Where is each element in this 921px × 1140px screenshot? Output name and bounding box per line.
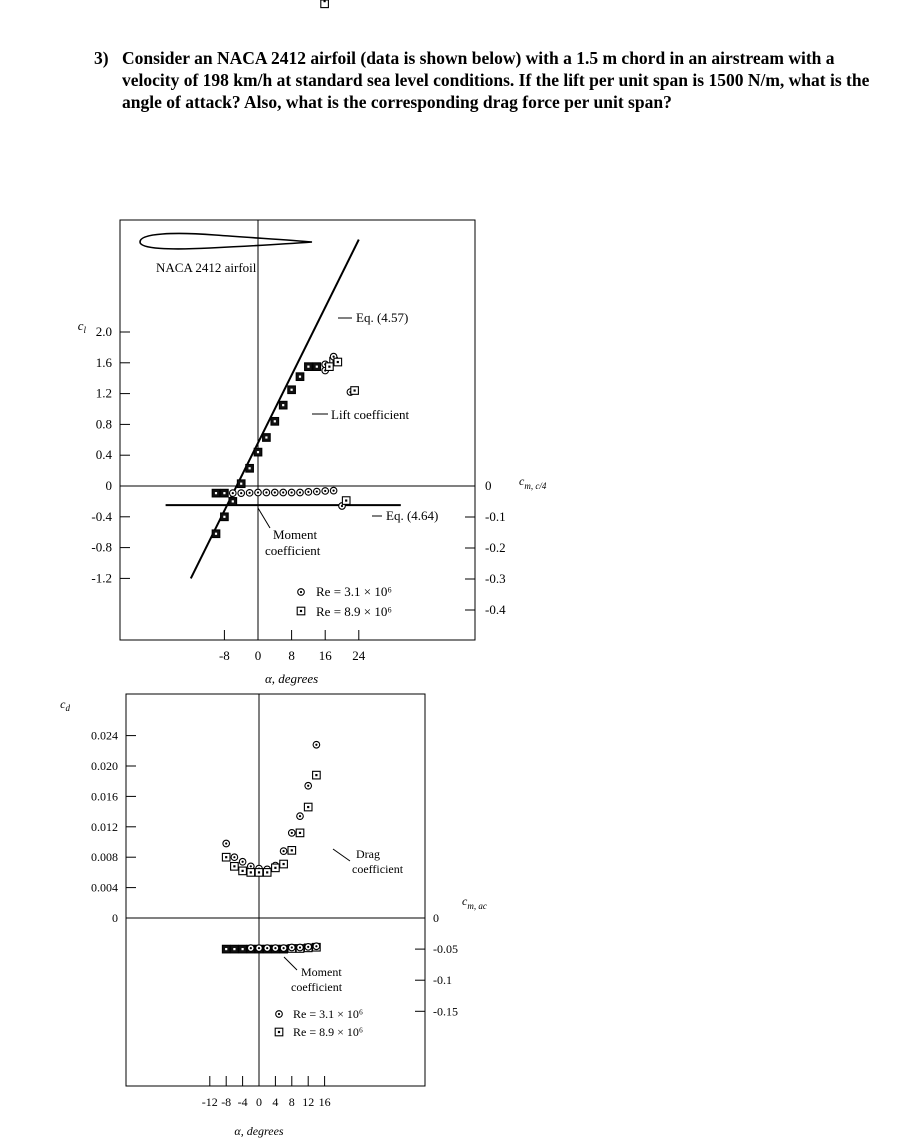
lift-point-dot xyxy=(240,483,242,485)
cl-axis-label-sub: l xyxy=(83,325,86,335)
drag-point-re31-dot xyxy=(283,850,285,852)
lift-point-dot xyxy=(333,356,335,358)
moment-point-dot xyxy=(223,492,225,494)
lift-point-dot xyxy=(354,389,356,391)
legend2-re-3-1: Re = 3.1 × 10⁶ xyxy=(293,1007,364,1021)
annotation-moment-ac: Moment xyxy=(301,965,342,979)
annotation-lift-coefficient: Lift coefficient xyxy=(331,407,410,422)
cd-tick-label: 0.012 xyxy=(91,819,118,834)
drag-point-re89-dot xyxy=(258,871,260,873)
annotation-moment-coefficient: Moment xyxy=(273,527,318,542)
drag-point-re31-dot xyxy=(233,856,235,858)
annotation-moment-coefficient-2: coefficient xyxy=(265,543,321,558)
cl-tick-label: 0 xyxy=(105,478,112,493)
cl-tick-label: 1.2 xyxy=(95,385,112,401)
drag-point-re89-dot xyxy=(266,871,268,873)
moment-point-dot xyxy=(341,505,343,507)
alpha-tick-label: 8 xyxy=(288,648,295,663)
moment-point-dot xyxy=(249,492,251,494)
moment-point-dot xyxy=(282,491,284,493)
drag-point-re89-dot xyxy=(274,867,276,869)
moment-point-dot xyxy=(299,491,301,493)
drag-point-re89-dot xyxy=(315,774,317,776)
legend2-circle-marker-dot xyxy=(278,1013,280,1015)
annotation-eq-457: Eq. (4.57) xyxy=(356,310,409,325)
alpha-tick-label: -8 xyxy=(218,648,230,663)
moment-point-dot xyxy=(265,491,267,493)
drag-point-re89-dot xyxy=(283,863,285,865)
cl-tick-label: -1.2 xyxy=(91,570,112,586)
drag-point-re31-dot xyxy=(250,865,252,867)
annotation-moment-ac-2: coefficient xyxy=(291,980,343,994)
airfoil-shape xyxy=(140,233,312,248)
moment-ac-point-circle-dot xyxy=(266,947,268,949)
cl-tick-label: 1.6 xyxy=(95,354,112,370)
cd-axis-label-sub: d xyxy=(65,703,70,713)
alpha2-tick-label: 0 xyxy=(256,1095,262,1109)
cd-tick-label: 0.016 xyxy=(91,789,118,804)
moment-point-dot xyxy=(307,491,309,493)
cm-tick-label: -0.2 xyxy=(485,540,506,555)
annotation-moment-leader xyxy=(258,508,270,528)
moment-point-dot xyxy=(324,490,326,492)
cmac-axis-label: $c_{m, ac}$ xyxy=(462,894,487,911)
moment-point-dot xyxy=(240,492,242,494)
lift-point-dot xyxy=(215,533,217,535)
alpha2-tick-label: 16 xyxy=(318,1095,331,1109)
annotation-drag-leader xyxy=(333,849,350,861)
cl-tick-label: 0.4 xyxy=(95,447,112,463)
moment-point-dot xyxy=(257,491,259,493)
lift-point-dot xyxy=(316,366,318,368)
lift-plot-frame xyxy=(120,220,475,640)
alpha2-tick-label: -12 xyxy=(201,1095,218,1109)
cl-tick-label: 0.8 xyxy=(95,416,112,432)
legend2-square-marker-dot xyxy=(278,1031,280,1033)
alpha-tick-label: 16 xyxy=(318,648,332,663)
moment-ac-point-circle-dot xyxy=(258,947,260,949)
moment-point-dot xyxy=(215,492,217,494)
lift-point-dot xyxy=(265,436,267,438)
cmac-tick-label: -0.15 xyxy=(433,1004,458,1019)
cd-tick-label: 0 xyxy=(112,911,118,925)
drag-point-re31-dot xyxy=(299,815,301,817)
moment-point-dot xyxy=(274,491,276,493)
legend-re-3-1: Re = 3.1 × 10⁶ xyxy=(316,584,392,599)
lift-point-dot xyxy=(223,516,225,518)
cl-axis-label: $c_l$ xyxy=(77,318,86,335)
moment-ac-point-dot xyxy=(242,948,244,950)
moment-point-dot xyxy=(232,492,234,494)
lift-point-dot xyxy=(232,500,234,502)
cmac-tick-label: 0 xyxy=(433,911,439,925)
drag-point-re89-dot xyxy=(225,856,227,858)
moment-ac-point-circle-dot xyxy=(299,946,301,948)
legend2-re-8-9: Re = 8.9 × 10⁶ xyxy=(293,1025,364,1039)
moment-point-dot xyxy=(291,491,293,493)
cd-tick-label: 0.004 xyxy=(91,880,118,895)
moment-ac-point-circle-dot xyxy=(307,946,309,948)
cmac-tick-label: -0.05 xyxy=(433,942,458,957)
lift-point-dot xyxy=(257,451,259,453)
moment-ac-point-circle-dot xyxy=(250,947,252,949)
annotation-drag-coefficient: Drag xyxy=(356,847,380,861)
moment-point-dot xyxy=(333,490,335,492)
drag-point-re31-dot xyxy=(307,785,309,787)
legend-re-8-9: Re = 8.9 × 10⁶ xyxy=(316,604,392,619)
drag-point-re89-dot xyxy=(291,849,293,851)
cd-tick-label: 0.008 xyxy=(91,850,118,865)
cmac-axis-label-sub: m, ac xyxy=(467,901,487,911)
annotation-eq-464: Eq. (4.64) xyxy=(386,508,439,523)
alpha2-axis-label: α, degrees xyxy=(234,1124,284,1138)
cm-axis-label-sub: m, c/4 xyxy=(524,481,547,491)
moment-ac-point-circle-dot xyxy=(291,946,293,948)
alpha-axis-label: α, degrees xyxy=(264,671,319,686)
drag-point-re31-dot xyxy=(225,842,227,844)
airfoil-title: NACA 2412 airfoil xyxy=(156,260,257,275)
drag-point-re89-dot xyxy=(299,832,301,834)
alpha2-tick-label: -4 xyxy=(237,1095,248,1109)
legend-circle-marker-dot xyxy=(300,591,302,593)
drag-point-re89-dot xyxy=(233,865,235,867)
drag-point-re31-dot xyxy=(242,861,244,863)
legend-square-marker-dot xyxy=(300,610,302,612)
moment-ac-point-circle-dot xyxy=(283,947,285,949)
moment-ac-point-dot xyxy=(225,948,227,950)
lift-point-dot xyxy=(299,376,301,378)
moment-ac-point-circle-dot xyxy=(274,947,276,949)
drag-point-re89-dot xyxy=(324,0,326,2)
alpha-tick-label: 0 xyxy=(254,648,262,663)
cl-tick-label: -0.4 xyxy=(91,508,112,524)
cd-tick-label: 0.024 xyxy=(91,728,118,743)
cm-tick-label: 0 xyxy=(485,478,492,493)
drag-point-re89-dot xyxy=(250,871,252,873)
problem-number: 3) xyxy=(94,48,109,68)
cm-tick-label: -0.1 xyxy=(485,509,506,524)
moment-point-dot xyxy=(345,499,347,501)
drag-point-re89-dot xyxy=(307,806,309,808)
lift-point-dot xyxy=(249,467,251,469)
cd-tick-label: 0.020 xyxy=(91,759,118,773)
drag-point-re89-dot xyxy=(242,870,244,872)
cl-tick-label: -0.8 xyxy=(91,539,112,555)
problem-text: Consider an NACA 2412 airfoil (data is shown below) with a 1.5 m chord in an airstream with a velocity of 198 km/h at standard sea level conditions. If the lift per unit span is 1500 N/m, what is the angle of attack? Also, what is the corresponding drag force per unit span? xyxy=(122,48,870,112)
lift-point-dot xyxy=(282,404,284,406)
cl-tick-label: 2.0 xyxy=(95,324,112,339)
moment-ac-point-dot xyxy=(233,948,235,950)
moment-ac-point-circle-dot xyxy=(315,945,317,947)
alpha2-tick-label: 12 xyxy=(302,1095,315,1109)
drag-point-re31-dot xyxy=(315,744,317,746)
alpha-tick-label: 24 xyxy=(352,648,366,663)
lift-point-dot xyxy=(291,389,293,391)
moment-point-dot xyxy=(316,490,318,492)
cd-axis-label: $c_d$ xyxy=(60,697,70,713)
cm-axis-label: $c_{m, c/4}$ xyxy=(519,474,547,491)
lift-point-dot xyxy=(307,366,309,368)
drag-point-re31-dot xyxy=(291,832,293,834)
alpha2-tick-label: 8 xyxy=(288,1095,295,1109)
alpha2-tick-label: -8 xyxy=(221,1095,232,1109)
lift-point-dot xyxy=(337,361,339,363)
lift-point-dot xyxy=(328,366,330,368)
cm-tick-label: -0.4 xyxy=(485,602,506,617)
annotation-drag-coefficient-2: coefficient xyxy=(352,862,404,876)
lift-point-dot xyxy=(274,420,276,422)
drag-plot-frame xyxy=(126,694,425,1086)
annotation-moment-ac-leader xyxy=(284,957,297,970)
cmac-tick-label: -0.1 xyxy=(433,973,452,988)
cm-tick-label: -0.3 xyxy=(485,571,506,586)
alpha2-tick-label: 4 xyxy=(272,1095,279,1109)
